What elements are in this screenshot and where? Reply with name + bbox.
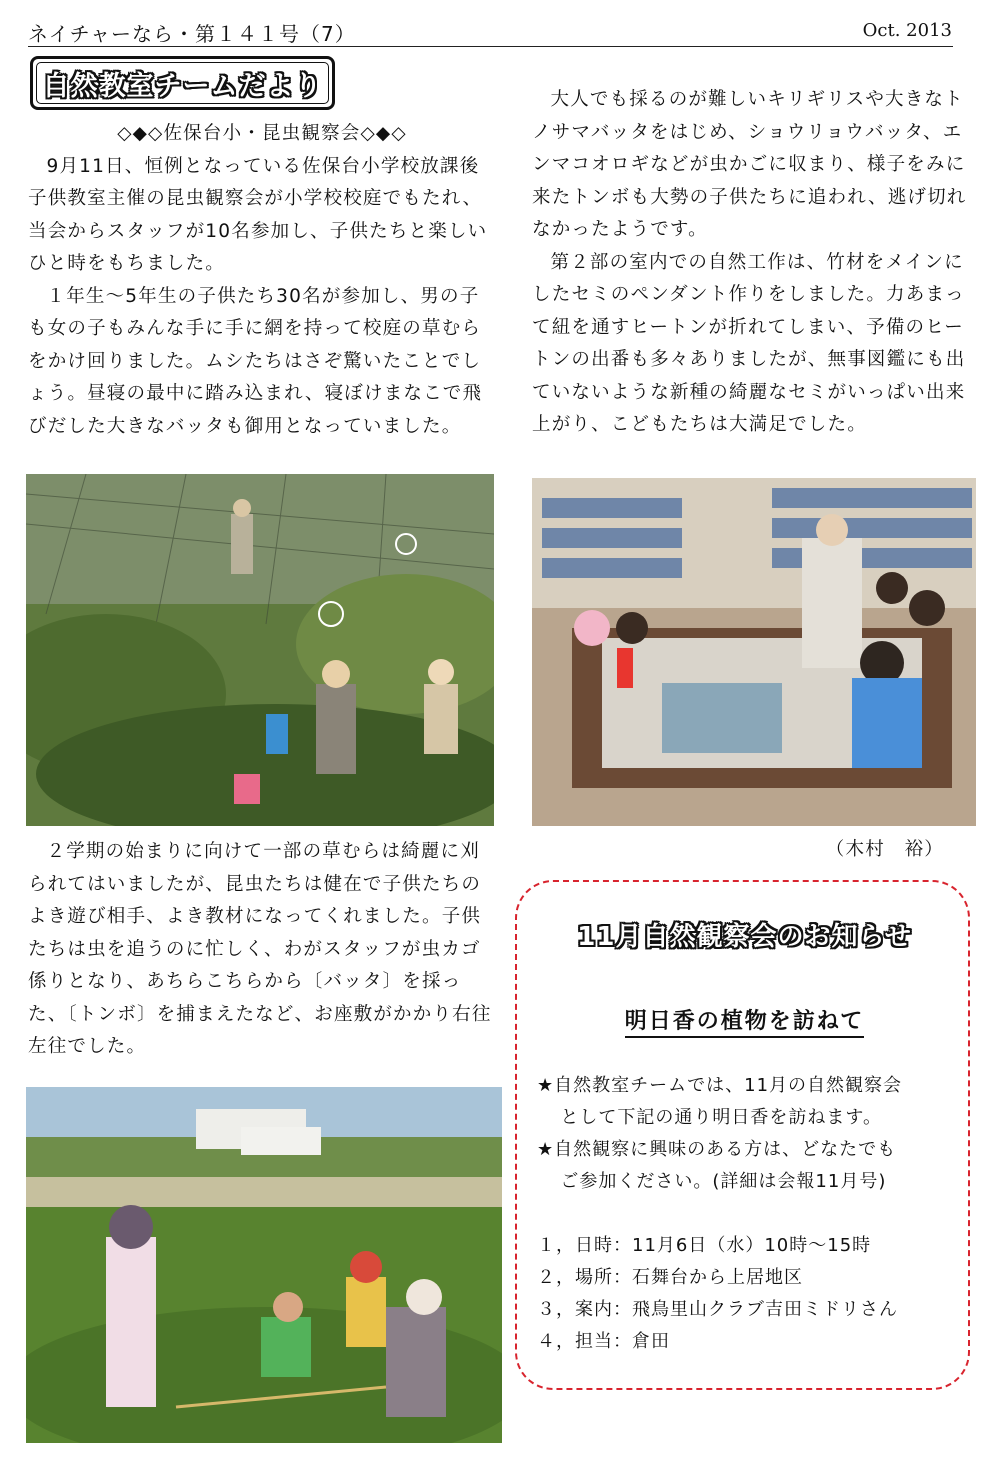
- notice-line: ご参加ください。(詳細は会報11月号): [560, 1171, 887, 1192]
- left-column-bottom: [28, 836, 496, 1064]
- section-title: 自然教室チームだより: [42, 70, 323, 102]
- notice-item-date: １，日時：11月6日（水）10時～15時: [537, 1235, 872, 1256]
- photo-classroom-craft: [532, 478, 976, 826]
- notice-item-place: ２，場所：石舞台から上居地区: [537, 1267, 803, 1288]
- notice-details-list: [537, 1230, 962, 1358]
- notice-line: として下記の通り明日香を訪ねます。: [560, 1107, 882, 1128]
- notice-item-staff: ４，担当：倉田: [537, 1331, 670, 1352]
- notice-line: ★自然教室チームでは、11月の自然観察会: [537, 1075, 903, 1096]
- notice-line: ★自然観察に興味のある方は、どなたでも: [537, 1139, 897, 1160]
- notice-item-guide: ３，案内：飛鳥里山クラブ吉田ミドリさん: [537, 1299, 898, 1320]
- paragraph: 第２部の室内での自然工作は、竹材をメインにしたセミのペンダント作りをしました。力あまって紐を通すヒートンが折れてしまい、予備のヒートンの出番も多々ありましたが、無事図鑑にも出ていないような新種の綺麗なセミがいっぱい出来上がり、こどもたちは大満足でした。: [532, 251, 966, 435]
- paragraph: 9月11日、恒例となっている佐保台小学校放課後子供教室主催の昆虫観察会が小学校校庭でもたれ、当会からスタッフが10名参加し、子供たちと楽しいひと時をもちました。: [28, 155, 488, 274]
- paragraph: ２学期の始まりに向けて一部の草むらは綺麗に刈られてはいましたが、昆虫たちは健在で子供たちのよき遊び相手、よき教材になってくれました。子供たちは虫を追うのに忙しく、わがスタッフが虫カゴ係りとなり、あちらこちらから〔バッタ〕を採った、〔トンボ〕を捕まえたなど、お座敷がかかり右往左往でした。: [28, 841, 492, 1057]
- photo-school-field-children: [26, 1087, 502, 1443]
- right-column-top: [532, 84, 976, 442]
- event-notice-box: [515, 880, 970, 1390]
- issue-date: Oct. 2013: [862, 20, 952, 41]
- paragraph: １年生～5年生の子供たち30名が参加し、男の子も女の子もみんな手に手に網を持って校庭の草むらをかけ回りました。ムシたちはさぞ驚いたことでしょう。昼寝の最中に踏み込まれ、寝ぼけまなこで飛びだした大きなバッタも御用となっていました。: [28, 285, 483, 437]
- notice-title: 11月自然観察会のお知らせ: [577, 922, 912, 952]
- notice-subtitle-wrap: [517, 1004, 972, 1035]
- notice-body: [537, 1070, 962, 1198]
- article-subtitle: ◇◆◇佐保台小・昆虫観察会◇◆◇: [117, 123, 407, 144]
- newsletter-issue: ネイチャーなら・第１４１号（7）: [28, 22, 356, 46]
- header-rule: [28, 46, 953, 47]
- photo-insect-catching-slope: [26, 474, 494, 826]
- paragraph: 大人でも採るのが難しいキリギリスや大きなトノサマバッタをはじめ、ショウリョウバッタ、エンマコオロギなどが虫かごに収まり、様子をみに来たトンボも大勢の子供たちに追われ、逃げ切れなかったようです。: [532, 89, 967, 240]
- notice-subtitle: 明日香の植物を訪ねて: [625, 1009, 864, 1038]
- section-title-box: [30, 56, 335, 110]
- left-column-top: [28, 118, 496, 443]
- author-credit: （木村 裕）: [825, 839, 944, 860]
